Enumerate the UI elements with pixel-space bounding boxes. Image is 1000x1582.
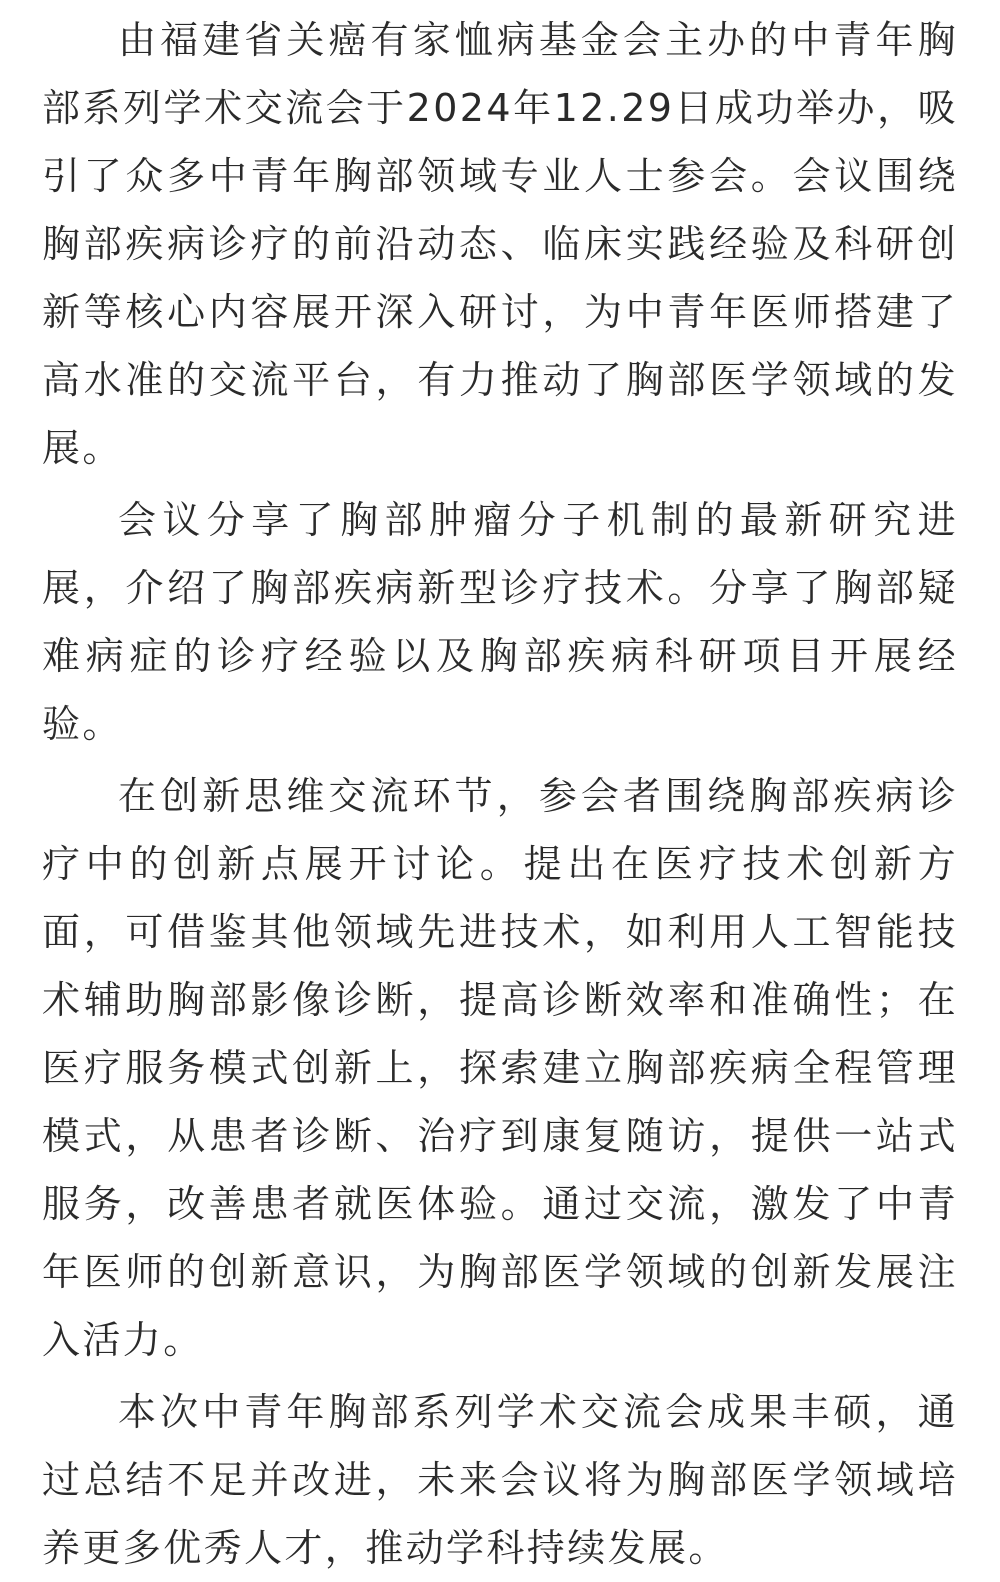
paragraph-intro: 由福建省关癌有家恤病基金会主办的中青年胸部系列学术交流会于2024年12.29日成功举办，吸引了众多中青年胸部领域专业人士参会。会议围绕胸部疾病诊疗的前沿动态、临床实践经验及科研创新等核心内容展开深入研讨，为中青年医师搭建了高水准的交流平台，有力推动了胸部医学领域的发展。 xyxy=(42,18,958,470)
paragraph-sharing: 会议分享了胸部肿瘤分子机制的最新研究进展，介绍了胸部疾病新型诊疗技术。分享了胸部疑难病症的诊疗经验以及胸部疾病科研项目开展经验。 xyxy=(42,498,958,746)
paragraph-conclusion: 本次中青年胸部系列学术交流会成果丰硕，通过总结不足并改进，未来会议将为胸部医学领域培养更多优秀人才，推动学科持续发展。 xyxy=(42,1390,958,1570)
paragraph-innovation: 在创新思维交流环节，参会者围绕胸部疾病诊疗中的创新点展开讨论。提出在医疗技术创新方面，可借鉴其他领域先进技术，如利用人工智能技术辅助胸部影像诊断，提高诊断效率和准确性；在医疗服务模式创新上，探索建立胸部疾病全程管理模式，从患者诊断、治疗到康复随访，提供一站式服务，改善患者就医体验。通过交流，激发了中青年医师的创新意识，为胸部医学领域的创新发展注入活力。 xyxy=(42,774,958,1362)
